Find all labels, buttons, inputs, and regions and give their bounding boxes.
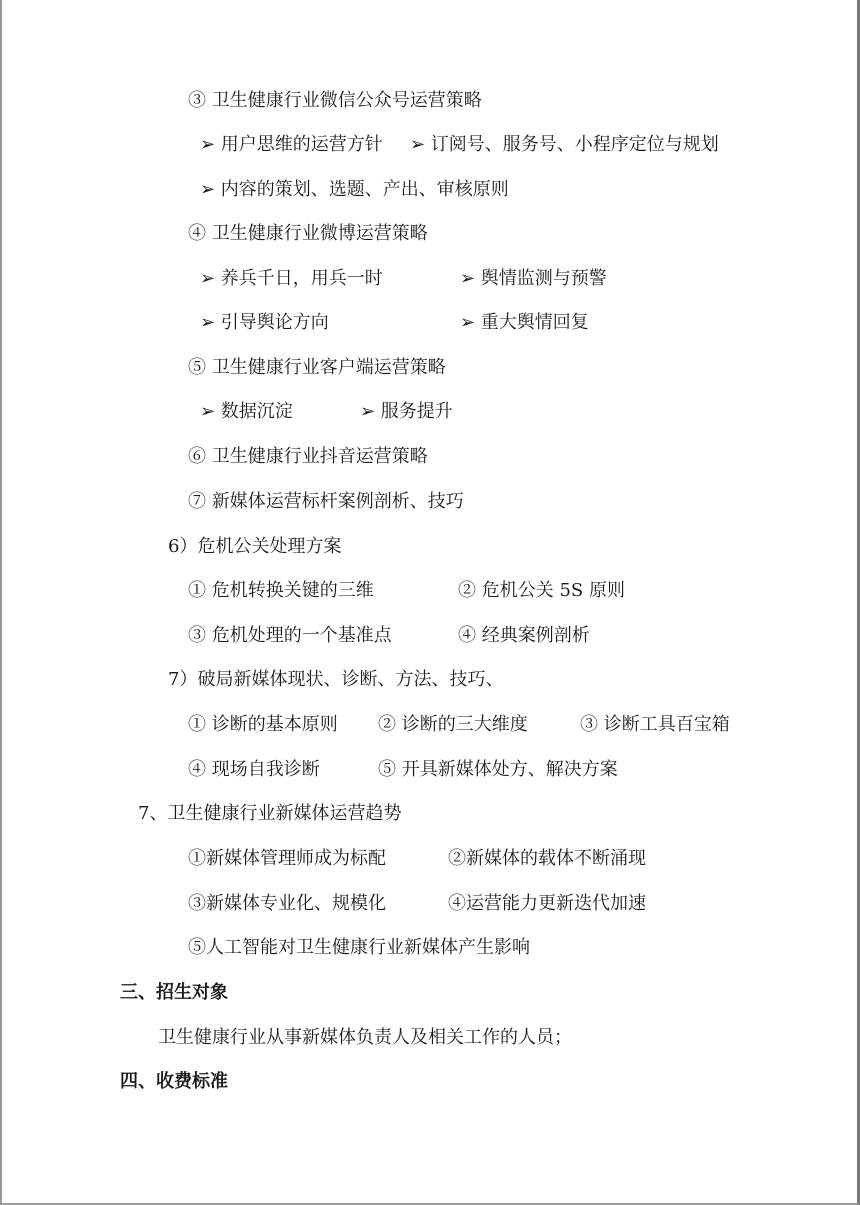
- heading-douyin-strategy: ⑥ 卫生健康行业抖音运营策略: [188, 446, 428, 467]
- item-trend-ai: ⑤人工智能对卫生健康行业新媒体产生影响: [188, 937, 530, 958]
- enrollment-target-text: 卫生健康行业从事新媒体负责人及相关工作的人员；: [158, 1027, 572, 1048]
- item-classic-cases: ④ 经典案例剖析: [458, 625, 590, 646]
- bullet-opinion-monitoring: ➢ 舆情监测与预警: [460, 268, 607, 289]
- heading-enrollment-target: 三、招生对象: [120, 982, 228, 1003]
- item-prescription: ⑤ 开具新媒体处方、解决方案: [378, 759, 618, 780]
- bullet-major-opinion-reply: ➢ 重大舆情回复: [460, 312, 589, 333]
- item-crisis-baseline: ③ 危机处理的一个基准点: [188, 625, 392, 646]
- item-self-diagnosis: ④ 现场自我诊断: [188, 759, 320, 780]
- item-diagnosis-tools: ③ 诊断工具百宝箱: [580, 714, 730, 735]
- item-diagnosis-dimensions: ② 诊断的三大维度: [378, 714, 528, 735]
- item-trend-iteration: ④运营能力更新迭代加速: [448, 893, 646, 914]
- section-trends: 7、卫生健康行业新媒体运营趋势: [138, 803, 402, 824]
- section-breakthrough: 7）破局新媒体现状、诊断、方法、技巧、: [168, 669, 504, 690]
- item-trend-carriers: ②新媒体的载体不断涌现: [448, 848, 646, 869]
- bullet-account-types: ➢ 订阅号、服务号、小程序定位与规划: [410, 134, 719, 155]
- section-crisis-pr: 6）危机公关处理方案: [168, 536, 342, 557]
- bullet-user-thinking: ➢ 用户思维的运营方针: [200, 134, 383, 155]
- bullet-data-accumulation: ➢ 数据沉淀: [200, 401, 293, 422]
- item-5s-principle: ② 危机公关 5S 原则: [458, 580, 625, 601]
- bullet-content-planning: ➢ 内容的策划、选题、产出、审核原则: [200, 179, 509, 200]
- heading-wechat-strategy: ③ 卫生健康行业微信公众号运营策略: [188, 90, 482, 111]
- heading-fee-standard: 四、收费标准: [120, 1071, 228, 1092]
- item-diagnosis-principles: ① 诊断的基本原则: [188, 714, 338, 735]
- item-trend-standard: ①新媒体管理师成为标配: [188, 848, 386, 869]
- item-trend-professional: ③新媒体专业化、规模化: [188, 893, 386, 914]
- heading-client-strategy: ⑤ 卫生健康行业客户端运营策略: [188, 357, 446, 378]
- bullet-guide-opinion: ➢ 引导舆论方向: [200, 312, 329, 333]
- item-crisis-dimensions: ① 危机转换关键的三维: [188, 580, 374, 601]
- bullet-preparation: ➢ 养兵千日，用兵一时: [200, 268, 383, 289]
- bullet-service-improvement: ➢ 服务提升: [360, 401, 453, 422]
- heading-benchmark-cases: ⑦ 新媒体运营标杆案例剖析、技巧: [188, 491, 464, 512]
- heading-weibo-strategy: ④ 卫生健康行业微博运营策略: [188, 223, 428, 244]
